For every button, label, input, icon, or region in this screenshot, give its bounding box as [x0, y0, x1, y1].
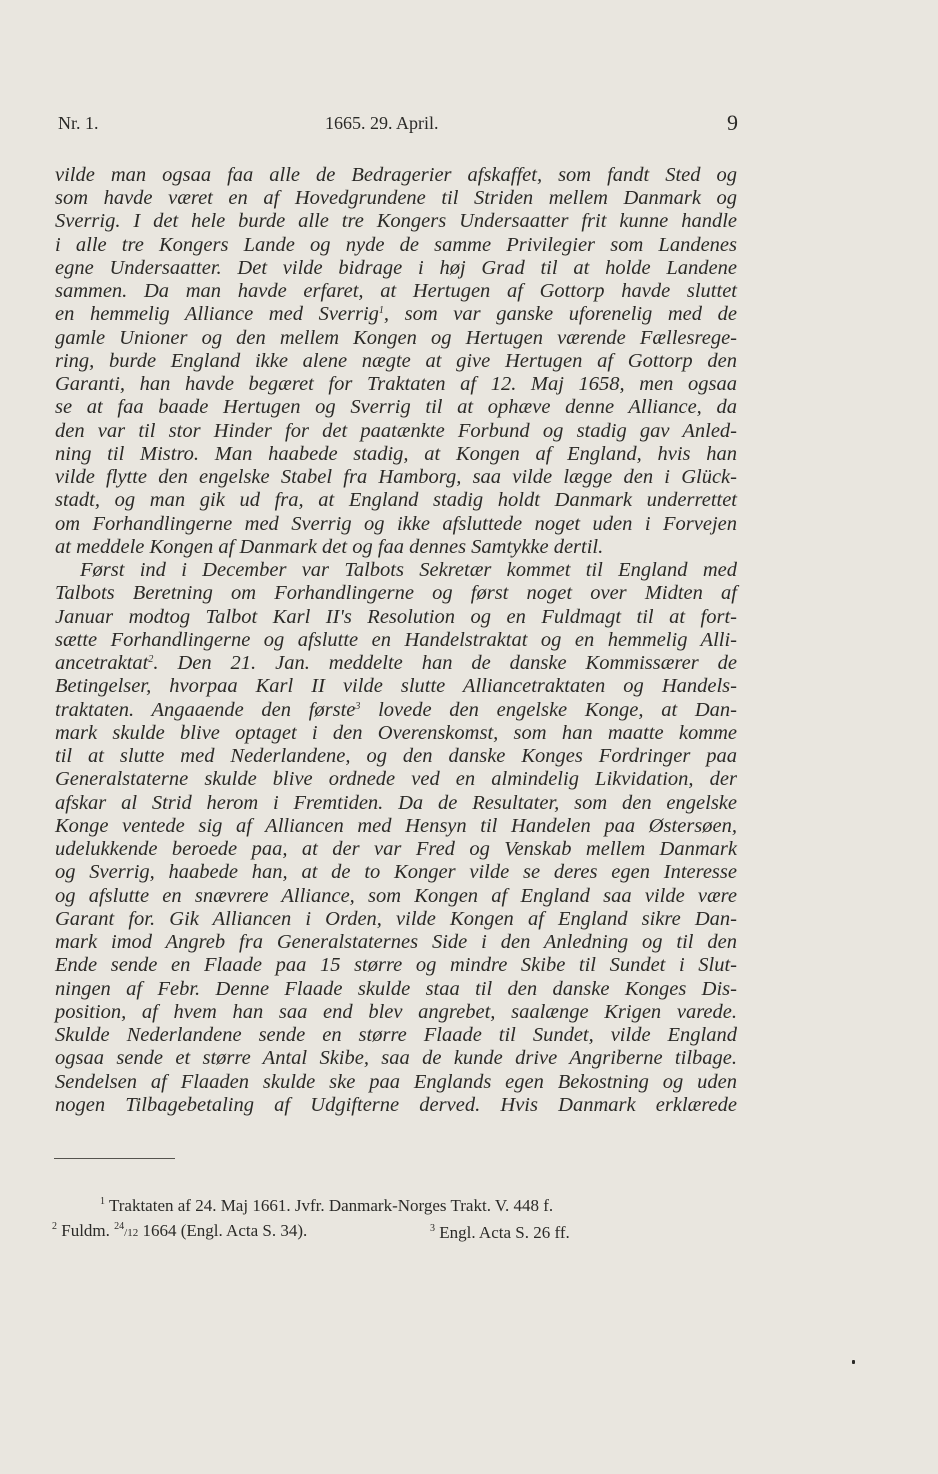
header-issue: Nr. 1.	[58, 113, 99, 133]
text-line: Generalstaterne skulde blive ordnede ved en almindelig Likvidation, der	[55, 768, 737, 790]
page-number: 9	[727, 110, 738, 135]
footnote-1: $^1$ Traktaten af 24. Maj 1661. Jvfr. Danmark-Norges Trakt. V. 448 f.	[100, 1196, 554, 1215]
footnote-2: $^2$ Fuldm. $^{24}$/12 1664 (Engl. Acta S. 34).	[52, 1221, 308, 1240]
text-line: Garanti, han havde begæret for Traktaten af 12. Maj 1658, men ogsaa	[55, 373, 737, 395]
footnote-ref: 2	[148, 654, 154, 665]
text-line: og Sverrig, haabede han, at de to Konger vilde se deres egen Interesse	[55, 861, 737, 883]
text-line: og afslutte en snævrere Alliance, som Kongen af England saa vilde være	[55, 885, 737, 907]
text-line: mark skulde blive optaget i den Overenskomst, som han maatte komme	[55, 722, 737, 744]
header-date: 1665. 29. April.	[325, 113, 439, 133]
text-line: traktaten. Angaaende den første$^3$ lovede den engelske Konge, at Dan-	[55, 699, 737, 721]
ink-speck	[852, 1360, 855, 1364]
text-line: udelukkende beroede paa, at der var Fred og Venskab mellem Danmark	[55, 838, 737, 860]
text-line: Garant for. Gik Alliancen i Orden, vilde Kongen af England sikre Dan-	[55, 908, 737, 930]
text-line: Skulde Nederlandene sende en større Flaade til Sundet, vilde England	[55, 1024, 737, 1046]
text-line: til at slutte med Nederlandene, og den danske Konges Fordringer paa	[55, 745, 737, 767]
text-line: Sverrig. I det hele burde alle tre Kongers Undersaatter frit kunne handle	[55, 210, 737, 232]
text-line: Først ind i December var Talbots Sekretær kommet til England med	[80, 559, 737, 581]
text-line: Konge ventede sig af Alliancen med Hensyn til Handelen paa Østersøen,	[55, 815, 737, 837]
text-line: ning til Mistro. Man haabede stadig, at Kongen af England, hvis han	[55, 443, 737, 465]
text-line: nogen Tilbagebetaling af Udgifterne derved. Hvis Danmark erklærede	[55, 1094, 737, 1116]
text-line: ogsaa sende et større Antal Skibe, saa de kunde drive Angriberne tilbage.	[55, 1047, 737, 1069]
text-line: gamle Unioner og den mellem Kongen og Hertugen værende Fællesrege-	[55, 327, 737, 349]
text-line: den var til stor Hinder for det paatænkte Forbund og stadig gav Anled-	[55, 420, 737, 442]
text-line: mark imod Angreb fra Generalstaternes Side i den Anledning og til den	[55, 931, 737, 953]
text-line: stadt, og man gik ud fra, at England stadig holdt Danmark underrettet	[55, 489, 737, 511]
footnote-divider	[54, 1158, 175, 1159]
text-line: position, af hvem han saa end blev angrebet, saalænge Krigen varede.	[55, 1001, 737, 1023]
text-line: vilde flytte den engelske Stabel fra Hamborg, saa vilde lægge den i Glück-	[55, 466, 737, 488]
text-line: Ende sende en Flaade paa 15 større og mindre Skibe til Sundet i Slut-	[55, 954, 737, 976]
text-line: Betingelser, hvorpaa Karl II vilde slutte Alliancetraktaten og Handels-	[55, 675, 737, 697]
text-line: som havde været en af Hovedgrundene til Striden mellem Danmark og	[55, 187, 737, 209]
text-line: sammen. Da man havde erfaret, at Hertugen af Gottorp havde sluttet	[55, 280, 737, 302]
text-line: se at faa baade Hertugen og Sverrig til at ophæve denne Alliance, da	[55, 396, 737, 418]
text-line: sætte Forhandlingerne og afslutte en Handelstraktat og en hemmelig Alli-	[55, 629, 737, 651]
text-line: Talbots Beretning om Forhandlingerne og først noget over Midten af	[55, 582, 737, 604]
footnote-ref: 1	[378, 305, 384, 316]
text-line: egne Undersaatter. Det vilde bidrage i høj Grad til at holde Landene	[55, 257, 737, 279]
text-line: afskar al Strid herom i Fremtiden. Da de Resultater, som den engelske	[55, 792, 737, 814]
text-line: vilde man ogsaa faa alle de Bedragerier afskaffet, som fandt Sted og	[55, 164, 737, 186]
text-line: ring, burde England ikke alene nægte at give Hertugen af Gottorp den	[55, 350, 737, 372]
text-line: ningen af Febr. Denne Flaade skulde staa til den danske Konges Dis-	[55, 978, 737, 1000]
text-line: at meddele Kongen af Danmark det og faa dennes Samtykke dertil.	[55, 536, 604, 558]
text-line: Januar modtog Talbot Karl II's Resolution og en Fuldmagt til at fort-	[55, 606, 737, 628]
text-line: i alle tre Kongers Lande og nyde de samme Privilegier som Landenes	[55, 234, 737, 256]
footnote-ref: 3	[355, 701, 361, 712]
text-line: om Forhandlingerne med Sverrig og ikke afsluttede noget uden i Forvejen	[55, 513, 737, 535]
text-line: Sendelsen af Flaaden skulde ske paa Englands egen Bekostning og uden	[55, 1071, 737, 1093]
footnote-3: $^3$ Engl. Acta S. 26 ff.	[430, 1223, 570, 1242]
text-line: en hemmelig Alliance med Sverrig$^1$, som var ganske uforenelig med de	[55, 303, 737, 325]
text-line: ancetraktat$^2$. Den 21. Jan. meddelte han de danske Kommissærer de	[55, 652, 737, 674]
